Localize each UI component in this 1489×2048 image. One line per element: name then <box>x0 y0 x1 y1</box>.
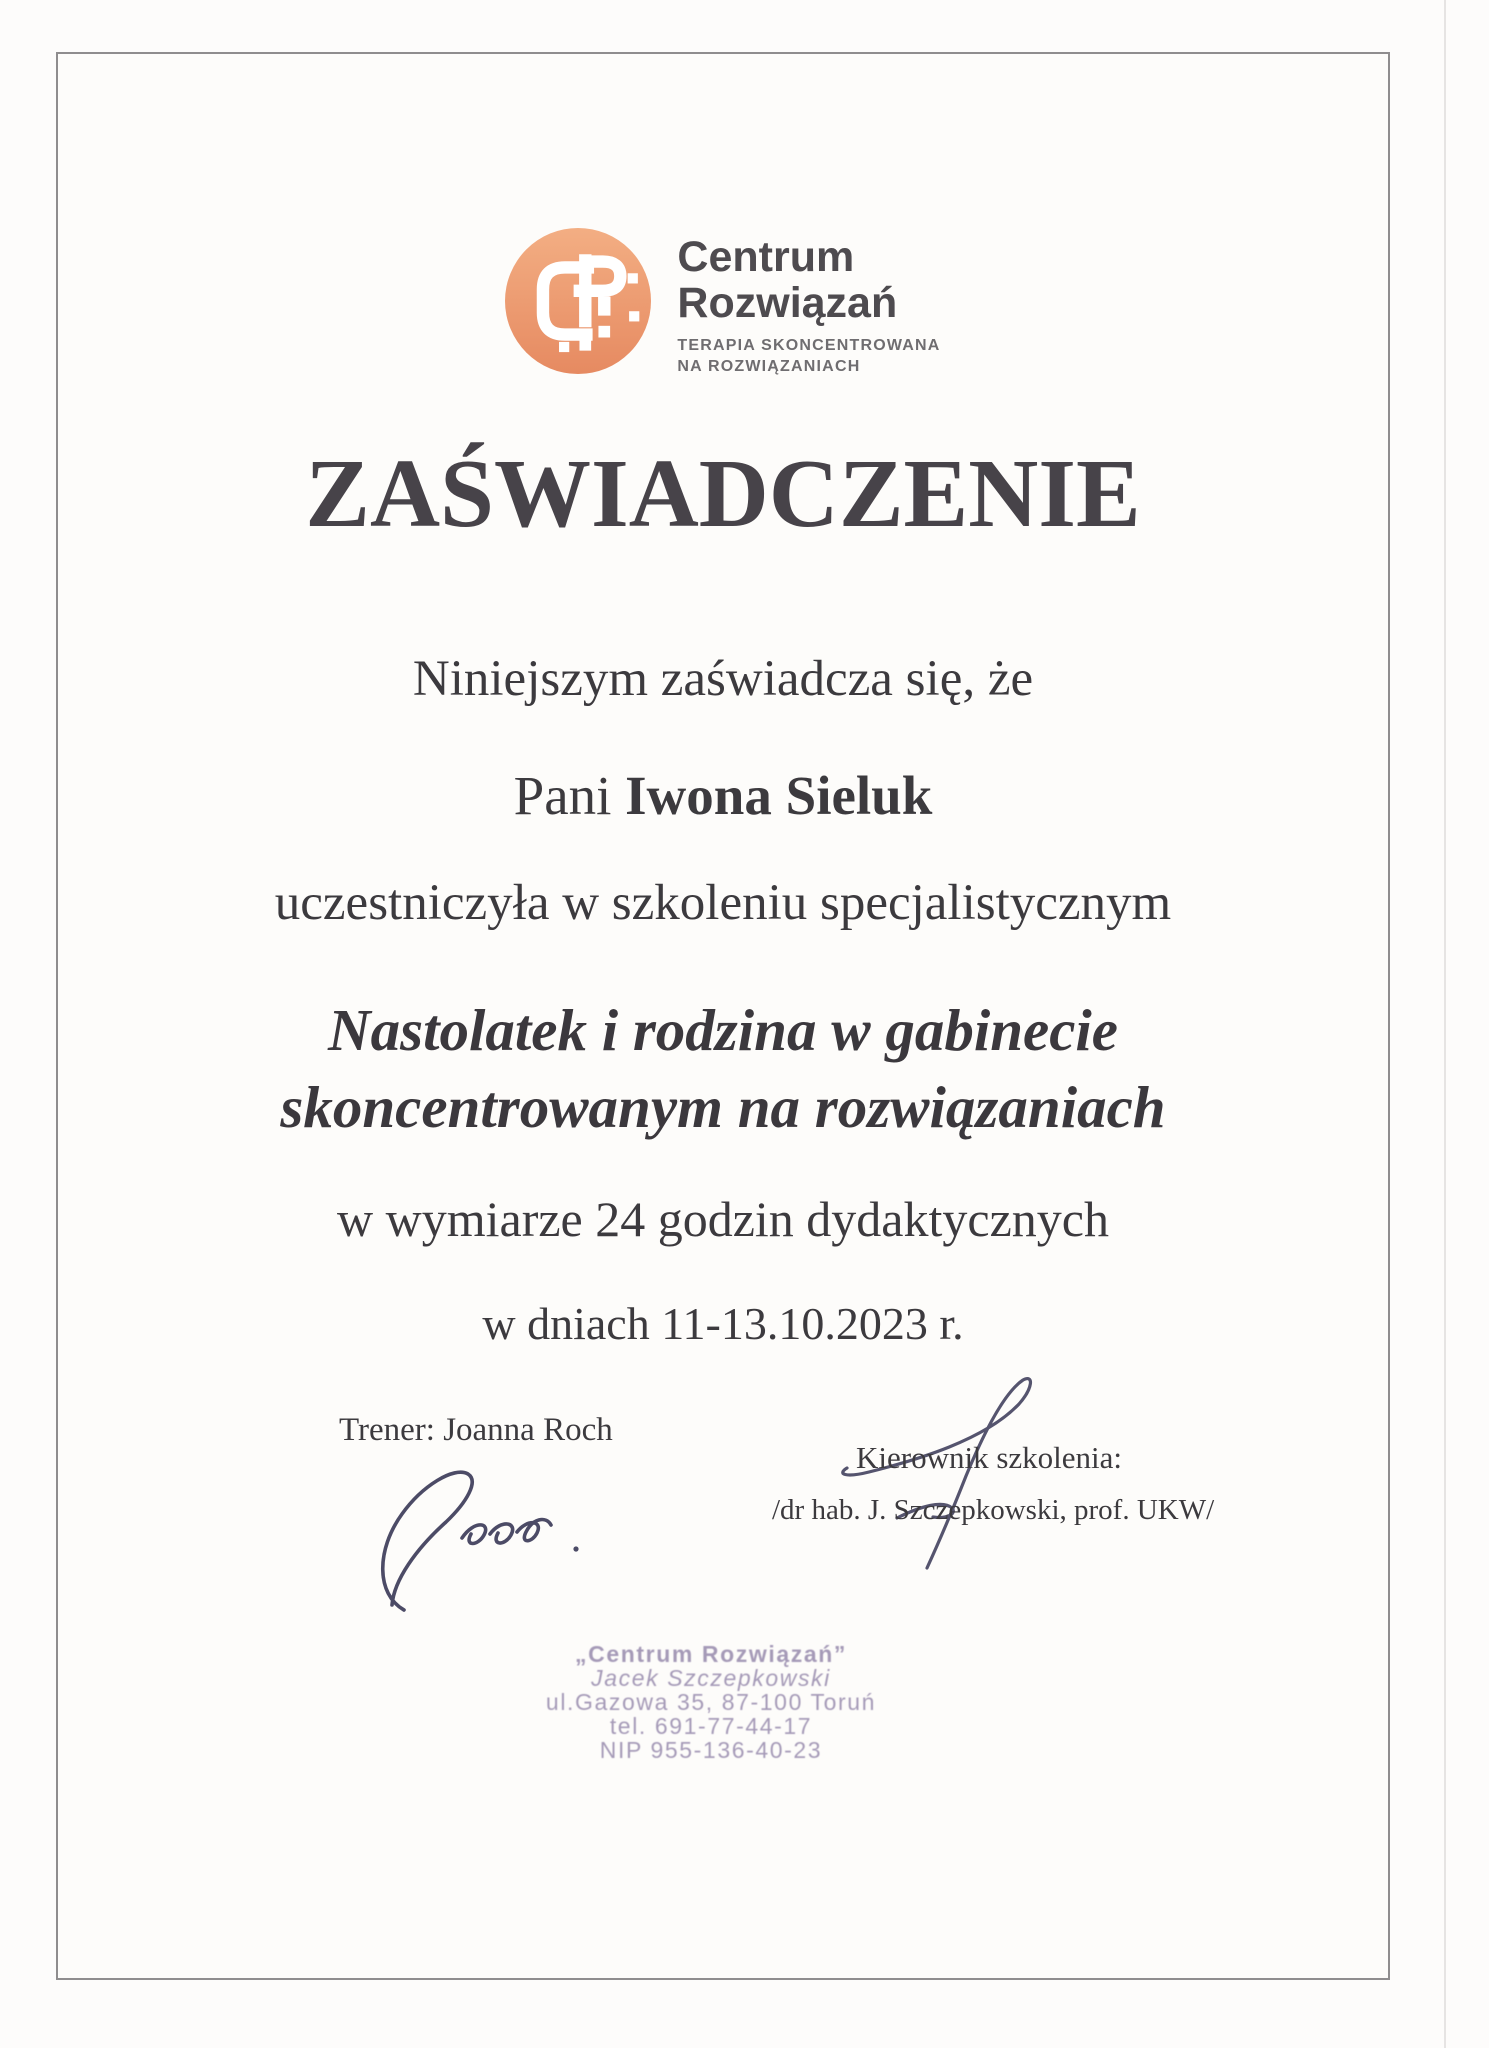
course-title-line2: skoncentrowanym na rozwiązaniach <box>280 1074 1166 1140</box>
stamp-nip: NIP 955-136-40-23 <box>599 1737 823 1763</box>
manager-label: Kierownik szkolenia: <box>856 1440 1123 1475</box>
logo-text-block <box>677 228 940 377</box>
logo-tagline-line2: NA ROZWIĄZANIACH <box>677 358 861 375</box>
certificate-title: ZAŚWIADCZENIE <box>305 440 1141 547</box>
manager-name: /dr hab. J. Szczepkowski, prof. UKW/ <box>772 1494 1215 1526</box>
stamp-address: ul.Gazowa 35, 87-100 Toruń <box>545 1689 877 1715</box>
intro-text: Niniejszym zaświadcza się, że <box>412 651 1034 707</box>
dates-text: w dniach 11-13.10.2023 r. <box>482 1298 964 1349</box>
hours-text: w wymiarze 24 godzin dydaktycznych <box>337 1191 1109 1247</box>
participation-text: uczestniczyła w szkoleniu specjalistycznym <box>274 875 1172 931</box>
logo-name-line2: Rozwiązań <box>677 279 898 327</box>
course-title <box>56 992 1390 1146</box>
logo <box>56 228 1390 377</box>
scan-edge-artifact <box>1444 0 1446 2048</box>
trainer-label: Trener: Joanna Roch <box>339 1412 613 1448</box>
course-title-line1: Nastolatek i rodzina w gabinecie <box>328 997 1118 1063</box>
recipient-name-line <box>56 764 1390 827</box>
stamp-phone: tel. 691-77-44-17 <box>609 1713 813 1739</box>
trainer-signature-scribble <box>358 1442 608 1637</box>
logo-name-line1: Centrum <box>677 233 855 281</box>
recipient-name-prefix: Pani <box>513 765 626 826</box>
recipient-name: Iwona Sieluk <box>625 765 933 826</box>
company-stamp <box>546 1642 876 1762</box>
cr-monogram-icon <box>505 228 651 374</box>
stamp-company-name: „Centrum Rozwiązań” <box>575 1641 847 1667</box>
stamp-person-name: Jacek Szczepkowski <box>591 1665 831 1691</box>
logo-tagline-line1: TERAPIA SKONCENTROWANA <box>677 337 941 354</box>
